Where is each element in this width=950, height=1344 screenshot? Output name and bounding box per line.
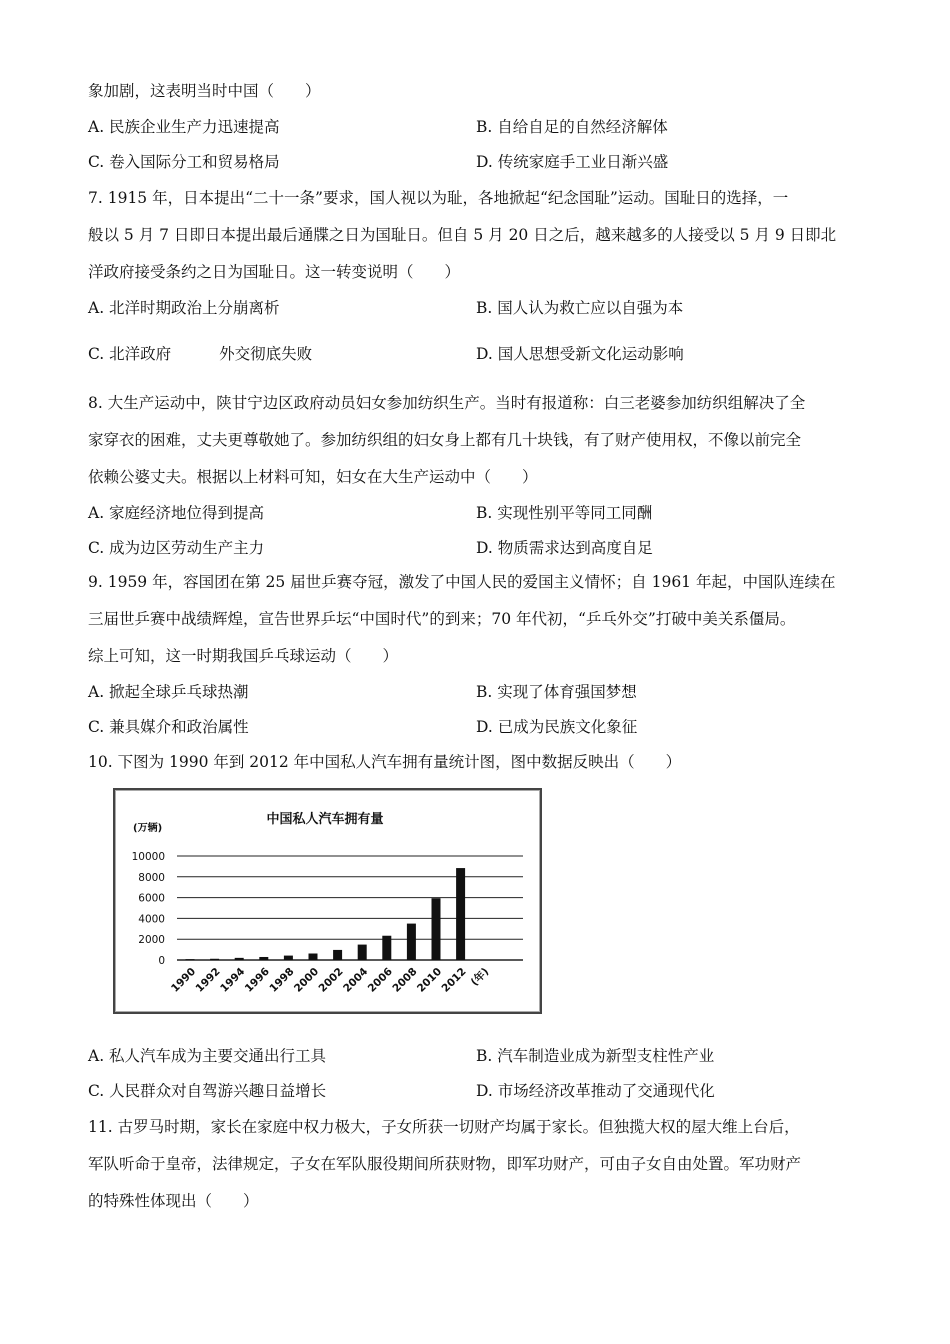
chart-y-tick-label: 6000: [138, 892, 165, 905]
q7-option-b[interactable]: B. 国人认为救亡应以自强为本: [476, 299, 684, 317]
chart-bar-2000: [309, 954, 318, 961]
question-8-line-1: 8. 大生产运动中，陕甘宁边区政府动员妇女参加纺织生产。当时有报道称：白三老婆参加纺织组解决了全: [88, 394, 806, 412]
chart-bar-1994: [235, 958, 244, 960]
chart-bar-2008: [407, 924, 416, 960]
q10-option-a[interactable]: A. 私人汽车成为主要交通出行工具: [88, 1047, 327, 1065]
private-car-chart-figure: [113, 788, 542, 1014]
question-7-line-1: 7. 1915 年，日本提出“二十一条”要求，国人视以为耻，各地掀起“纪念国耻”运动。国耻日的选择，一: [88, 189, 789, 207]
question-7-line-3: 洋政府接受条约之日为国耻日。这一转变说明（ ）: [88, 263, 461, 281]
question-11-line-2: 军队听命于皇帝，法律规定，子女在军队服役期间所获财物，即军功财产，可由子女自由处置。军功财产: [88, 1155, 802, 1173]
chart-x-tick-label: 2008: [390, 965, 420, 995]
question-8-line-2: 家穿衣的困难，丈夫更尊敬她了。参加纺织组的妇女身上都有几十块钱，有了财产使用权，不像以前完全: [88, 431, 802, 449]
chart-y-tick-label: 10000: [131, 851, 165, 863]
q9-option-a[interactable]: A. 掀起全球乒乓球热潮: [88, 683, 249, 701]
chart-y-tick-label: 8000: [138, 871, 165, 884]
q10-option-d[interactable]: D. 市场经济改革推动了交通现代化: [476, 1082, 715, 1100]
chart-y-unit-label: (万辆): [133, 823, 163, 834]
chart-bar-1998: [284, 956, 293, 960]
chart-y-tick-label: 2000: [138, 934, 165, 947]
private-car-bar-chart: [115, 790, 540, 1012]
q8-option-d[interactable]: D. 物质需求达到高度自足: [476, 539, 653, 557]
chart-x-tick-label: 2010: [414, 965, 445, 995]
chart-x-unit-label: (年): [468, 965, 492, 989]
chart-x-tick-label: 2012: [439, 965, 469, 995]
q8-option-c[interactable]: C. 成为边区劳动生产主力: [88, 539, 265, 557]
q6-option-c[interactable]: C. 卷入国际分工和贸易格局: [88, 153, 280, 171]
q7-option-c-part1: C. 北洋政府: [88, 345, 172, 363]
chart-x-tick-label: 1994: [218, 965, 248, 995]
question-9-line-3: 综上可知，这一时期我国乒乓球运动（ ）: [88, 647, 399, 665]
q7-option-c[interactable]: [88, 344, 312, 364]
chart-bar-1990: [186, 959, 195, 960]
chart-x-tick-label: 1992: [193, 965, 223, 995]
q10-option-b[interactable]: B. 汽车制造业成为新型支柱性产业: [476, 1047, 715, 1065]
question-8-line-3: 依赖公婆丈夫。根据以上材料可知，妇女在大生产运动中（ ）: [88, 468, 538, 486]
q9-option-b[interactable]: B. 实现了体育强国梦想: [476, 683, 637, 701]
question-7-line-2: 般以 5 月 7 日即日本提出最后通牒之日为国耻日。但自 5 月 20 日之后，越来越多的人接受以 5 月 9 日即北: [88, 226, 837, 244]
q6-option-b[interactable]: B. 自给自足的自然经济解体: [476, 118, 668, 136]
question-9-line-1: 9. 1959 年，容国团在第 25 届世乒赛夺冠，激发了中国人民的爱国主义情怀；自 1961 年起，中国队连续在: [88, 573, 836, 591]
chart-title: 中国私人汽车拥有量: [266, 812, 384, 827]
question-10-line-1: 10. 下图为 1990 年到 2012 年中国私人汽车拥有量统计图，图中数据反映出（ ）: [88, 753, 682, 771]
chart-bar-2004: [358, 945, 367, 960]
q7-option-d[interactable]: D. 国人思想受新文化运动影响: [476, 345, 684, 363]
question-9-line-2: 三届世乒赛中战绩辉煌，宣告世界乒坛“中国时代”的到来；70 年代初，“乒乓外交”打破中美关系僵局。: [88, 610, 796, 628]
q7-option-c-part2: 外交彻底失败: [219, 345, 313, 363]
chart-y-tick-label: 4000: [138, 913, 165, 926]
chart-bar-1992: [210, 959, 219, 960]
q6-option-d[interactable]: D. 传统家庭手工业日渐兴盛: [476, 153, 669, 171]
chart-y-tick-label: 0: [158, 955, 165, 967]
q8-option-b[interactable]: B. 实现性别平等同工同酬: [476, 504, 653, 522]
chart-bar-2010: [432, 898, 441, 960]
q10-option-c[interactable]: C. 人民群众对自驾游兴趣日益增长: [88, 1082, 327, 1100]
q7-option-a[interactable]: A. 北洋时期政治上分崩离析: [88, 299, 280, 317]
q8-option-a[interactable]: A. 家庭经济地位得到提高: [88, 504, 265, 522]
q9-option-c[interactable]: C. 兼具媒介和政治属性: [88, 718, 249, 736]
chart-bar-2012: [456, 868, 465, 960]
chart-bar-2006: [382, 936, 391, 960]
chart-x-tick-label: 2002: [316, 965, 346, 995]
question-6-stem-tail: 象加剧，这表明当时中国（ ）: [88, 82, 321, 100]
chart-x-tick-label: 2004: [341, 965, 371, 995]
chart-bar-1996: [259, 957, 268, 960]
chart-bar-2002: [333, 950, 342, 960]
q6-option-a[interactable]: A. 民族企业生产力迅速提高: [88, 118, 280, 136]
q9-option-d[interactable]: D. 已成为民族文化象征: [476, 718, 638, 736]
chart-x-tick-label: 1996: [242, 965, 272, 995]
chart-x-tick-label: 1990: [168, 965, 199, 995]
chart-x-tick-label: 2000: [291, 965, 322, 995]
question-11-line-1: 11. 古罗马时期，家长在家庭中权力极大，子女所获一切财产均属于家长。但独揽大权的屋大维上台后，: [88, 1118, 800, 1136]
question-11-line-3: 的特殊性体现出（ ）: [88, 1192, 259, 1210]
chart-x-tick-label: 2006: [365, 965, 395, 995]
chart-x-tick-label: 1998: [267, 965, 297, 995]
